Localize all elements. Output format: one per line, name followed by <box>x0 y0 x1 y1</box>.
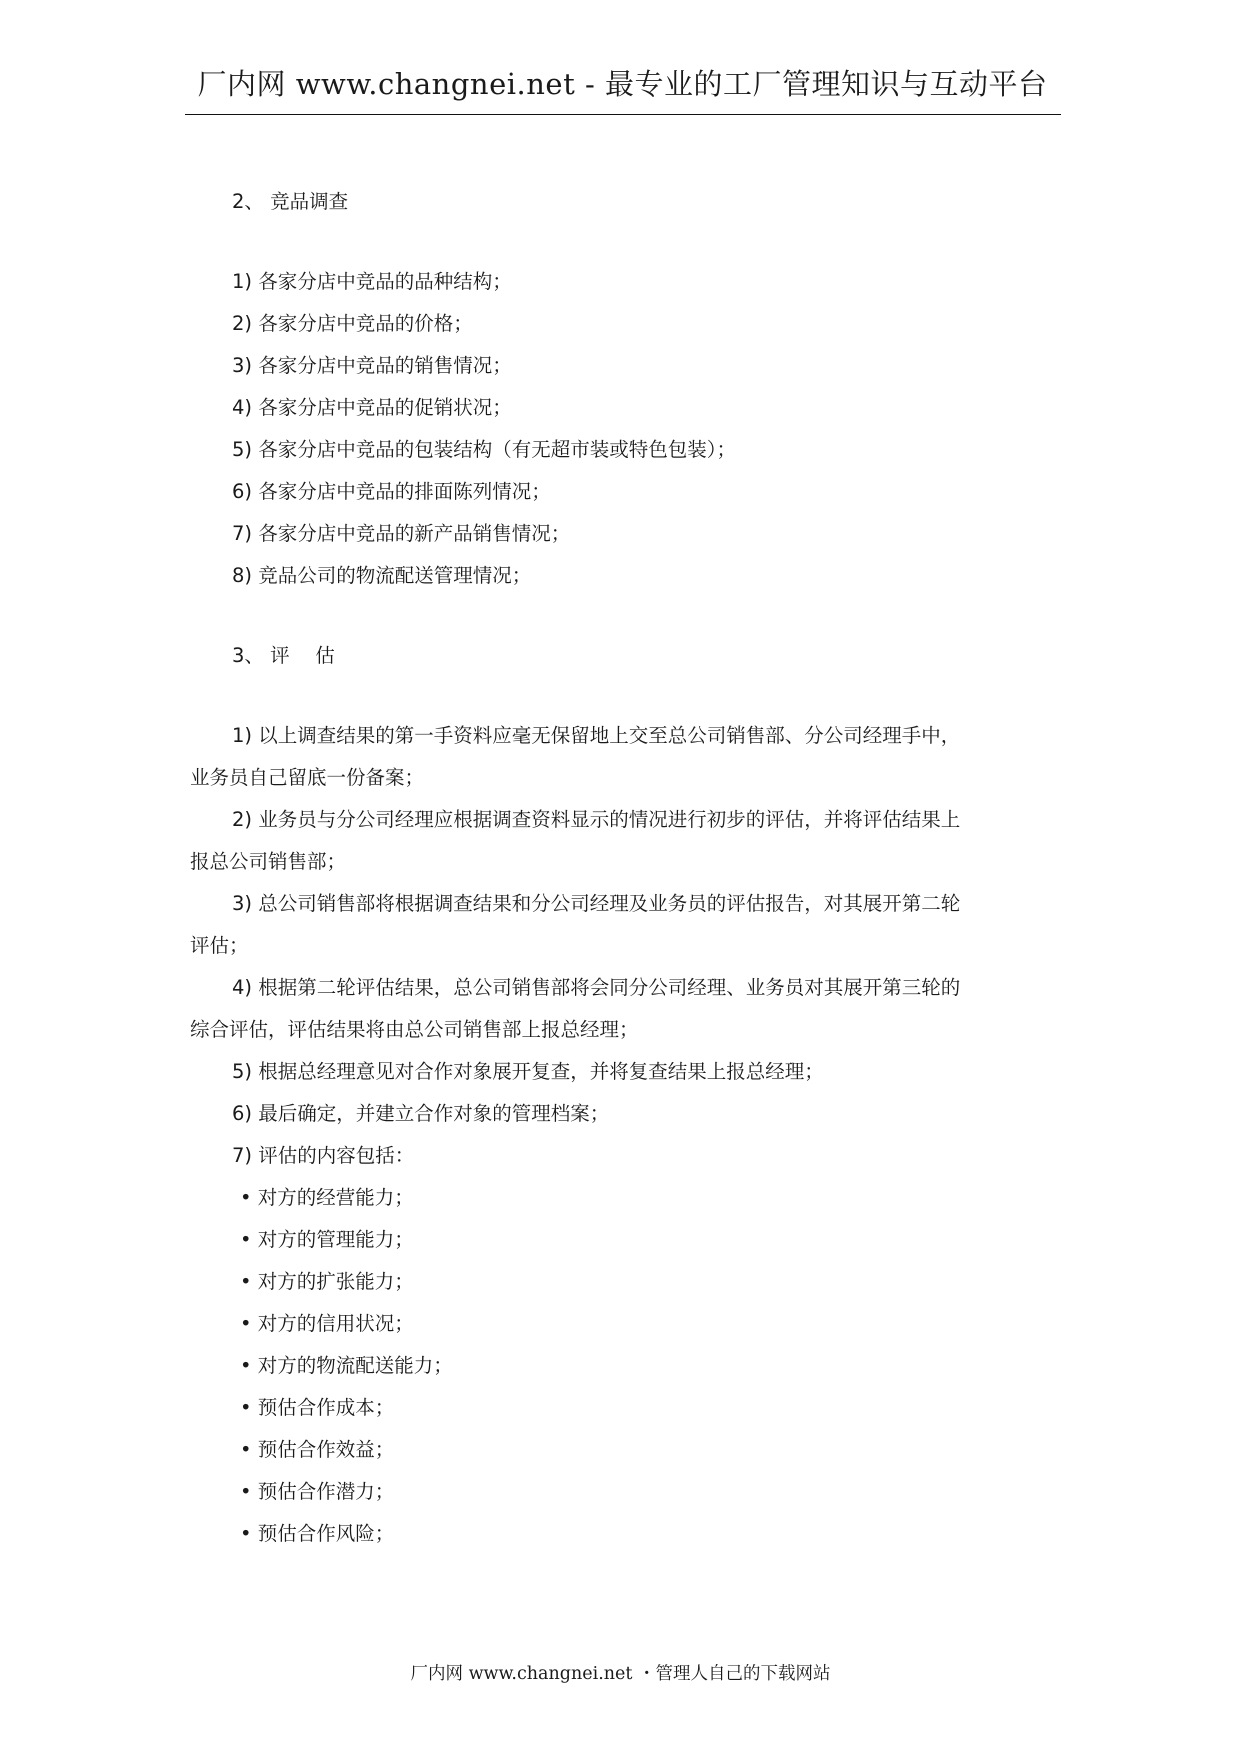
paragraph-line: 业务员自己留底一份备案； <box>190 766 425 789</box>
bullet-item: • 预估合作风险； <box>240 1522 395 1545</box>
paragraph-line: 4) 根据第二轮评估结果，总公司销售部将会同分公司经理、业务员对其展开第三轮的 <box>232 976 961 999</box>
list-item: 3) 各家分店中竞品的销售情况； <box>232 354 512 377</box>
bullet-item: • 对方的信用状况； <box>240 1312 414 1335</box>
section-heading-competitor-survey: 2、 竞品调查 <box>232 190 349 213</box>
paragraph-line: 综合评估，评估结果将由总公司销售部上报总经理； <box>190 1018 639 1041</box>
list-item: 7) 各家分店中竞品的新产品销售情况； <box>232 522 571 545</box>
page-footer: 厂内网 www.changnei.net ・管理人自己的下载网站 <box>410 1664 831 1684</box>
bullet-item: • 预估合作成本； <box>240 1396 395 1419</box>
header-rule <box>185 114 1061 115</box>
paragraph-line: 5) 根据总经理意见对合作对象展开复查，并将复查结果上报总经理； <box>232 1060 824 1083</box>
list-item: 4) 各家分店中竞品的促销状况； <box>232 396 512 419</box>
list-item: 1) 各家分店中竞品的品种结构； <box>232 270 512 293</box>
paragraph-line: 报总公司销售部； <box>190 850 347 873</box>
paragraph-line: 3) 总公司销售部将根据调查结果和分公司经理及业务员的评估报告，对其展开第二轮 <box>232 892 961 915</box>
bullet-item: • 预估合作潜力； <box>240 1480 395 1503</box>
page-header-title: 厂内网 www.changnei.net - 最专业的工厂管理知识与互动平台 <box>197 67 1048 101</box>
list-item: 8) 竞品公司的物流配送管理情况； <box>232 564 532 587</box>
bullet-item: • 对方的物流配送能力； <box>240 1354 453 1377</box>
bullet-item: • 对方的管理能力； <box>240 1228 414 1251</box>
bullet-item: • 对方的经营能力； <box>240 1186 414 1209</box>
paragraph-line: 评估； <box>190 934 249 957</box>
section-heading-evaluation: 3、 评 估 <box>232 644 335 667</box>
paragraph-line: 1) 以上调查结果的第一手资料应毫无保留地上交至总公司销售部、分公司经理手中， <box>232 724 961 747</box>
list-item: 6) 各家分店中竞品的排面陈列情况； <box>232 480 551 503</box>
paragraph-line: 2) 业务员与分公司经理应根据调查资料显示的情况进行初步的评估，并将评估结果上 <box>232 808 961 831</box>
list-item: 5) 各家分店中竞品的包装结构（有无超市装或特色包装）； <box>232 438 736 461</box>
bullet-item: • 预估合作效益； <box>240 1438 395 1461</box>
bullet-item: • 对方的扩张能力； <box>240 1270 414 1293</box>
paragraph-line: 6) 最后确定，并建立合作对象的管理档案； <box>232 1102 610 1125</box>
paragraph-line: 7) 评估的内容包括： <box>232 1144 415 1167</box>
list-item: 2) 各家分店中竞品的价格； <box>232 312 473 335</box>
